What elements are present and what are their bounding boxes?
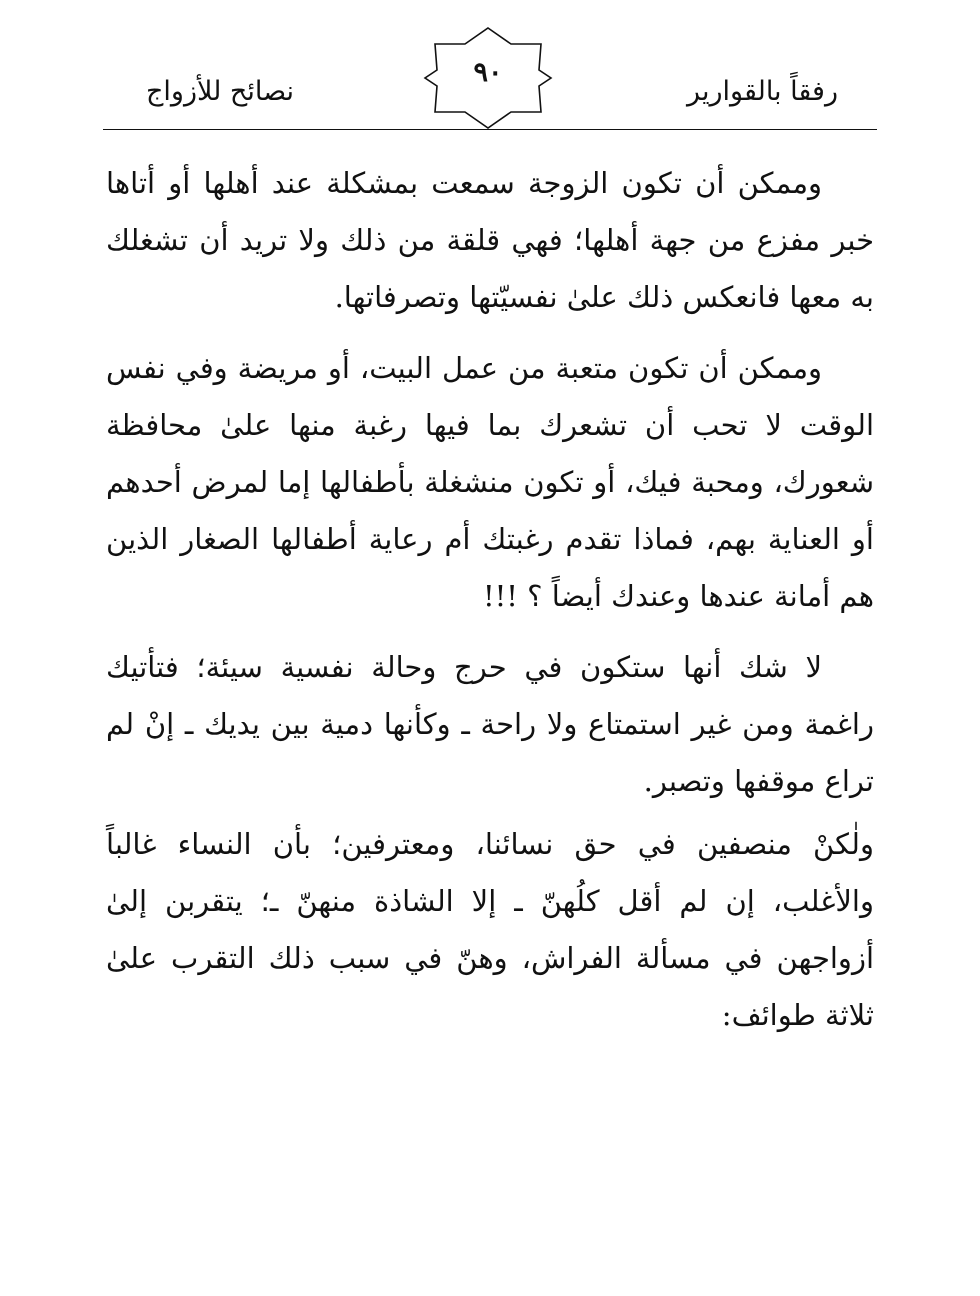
- paragraph-2: وممكن أن تكون متعبة من عمل البيت، أو مريضة وفي نفس الوقت لا تحب أن تشعرك بما فيها رغبة منها علىٰ محافظة شعورك، ومحبة فيك، أو تكون منشغلة بأطفالها إما لمرض أحدهم أو العناية بهم، فماذا تقدم رغبتك أم رعاية أطفالها الصغار الذين هم أمانة عندها وعندك أيضاً ؟ !!!: [106, 351, 874, 613]
- paragraph-3: لا شك أنها ستكون في حرج وحالة نفسية سيئة؛ فتأتيك راغمة ومن غير استمتاع ولا راحة ـ وكأنها دمية بين يديك ـ إنْ لم تراع موقفها وتصبر.: [106, 650, 874, 798]
- page-number: ٩٠: [473, 57, 503, 88]
- page-body: [106, 155, 874, 1058]
- paragraph-4: ولٰكنْ منصفين في حق نسائنا، ومعترفين؛ بأن النساء غالباً والأغلب، إن لم أقل كلُهنّ ـ إلا الشاذة منهنّ ـ؛ يتقربن إلىٰ أزواجهن في مسألة الفراش، وهنّ في سبب ذلك التقرب علىٰ ثلاثة طوائف:: [106, 827, 874, 1032]
- book-title: رفقاً بالقوارير: [687, 76, 838, 107]
- paragraph-1: وممكن أن تكون الزوجة سمعت بمشكلة عند أهلها أو أتاها خبر مفزع من جهة أهلها؛ فهي قلقة من ذلك ولا تريد أن تشغلك به معها فانعكس ذلك علىٰ نفسيّتها وتصرفاتها.: [106, 166, 874, 314]
- header-divider: [103, 129, 877, 130]
- chapter-title: نصائح للأزواج: [146, 76, 295, 107]
- page-number-badge: [423, 26, 553, 130]
